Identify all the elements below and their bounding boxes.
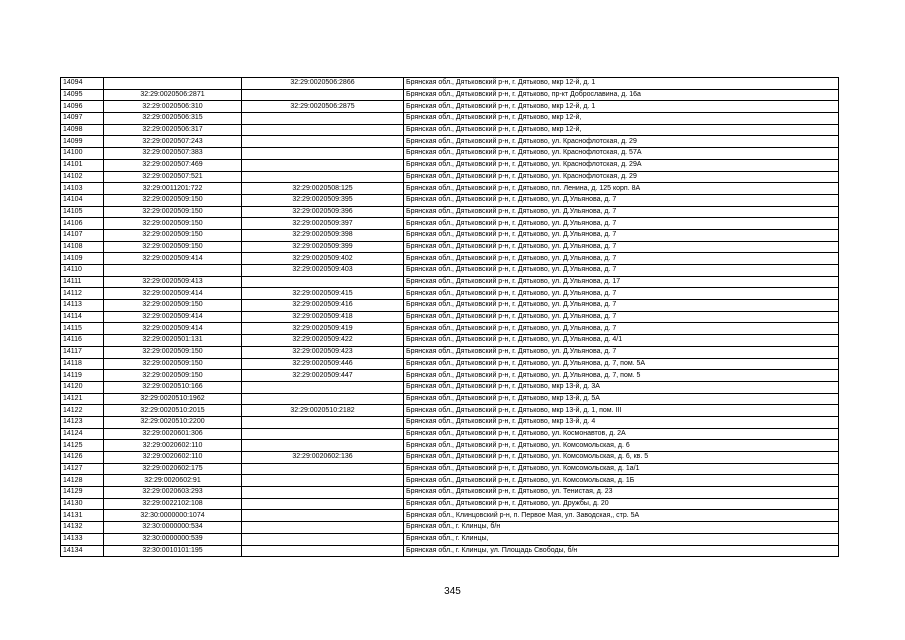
table-row [61,101,839,113]
cadastral-number-cell: 32:29:0020509:414 [104,311,242,323]
related-cadastral-number-cell: 32:29:0020509:396 [242,206,404,218]
cadastral-number-cell: 32:29:0020509:414 [104,253,242,265]
related-cadastral-number-cell [242,533,404,545]
row-number-cell: 14131 [61,510,104,522]
row-number-cell: 14110 [61,265,104,277]
address-cell: Брянская обл., Дятьковский р-н, г. Дятьково, мкр 13-й, д. 5А [404,393,839,405]
related-cadastral-number-cell: 32:29:0020509:447 [242,370,404,382]
related-cadastral-number-cell [242,136,404,148]
row-number-cell: 14121 [61,393,104,405]
related-cadastral-number-cell [242,148,404,160]
registry-table-body [61,78,839,557]
row-number-cell: 14125 [61,440,104,452]
table-row [61,276,839,288]
cadastral-number-cell: 32:29:0020509:150 [104,194,242,206]
address-cell: Брянская обл., Дятьковский р-н, г. Дятьково, мкр 13-й, д. 3А [404,381,839,393]
related-cadastral-number-cell: 32:29:0020509:446 [242,358,404,370]
address-cell: Брянская обл., Дятьковский р-н, г. Дятьково, ул. Д.Ульянова, д. 7 [404,206,839,218]
address-cell: Брянская обл., Дятьковский р-н, г. Дятьково, ул. Краснофлотская, д. 29А [404,159,839,171]
row-number-cell: 14114 [61,311,104,323]
address-cell: Брянская обл., Дятьковский р-н, г. Дятьково, ул. Д.Ульянова, д. 17 [404,276,839,288]
table-row [61,171,839,183]
related-cadastral-number-cell: 32:29:0020509:403 [242,265,404,277]
related-cadastral-number-cell [242,89,404,101]
table-row [61,533,839,545]
address-cell: Брянская обл., Дятьковский р-н, г. Дятьково, ул. Д.Ульянова, д. 7 [404,346,839,358]
row-number-cell: 14102 [61,171,104,183]
row-number-cell: 14111 [61,276,104,288]
row-number-cell: 14113 [61,300,104,312]
cadastral-number-cell: 32:29:0020509:150 [104,241,242,253]
address-cell: Брянская обл., Дятьковский р-н, г. Дятьково, ул. Комсомольская, д. 1а/1 [404,463,839,475]
address-cell: Брянская обл., Дятьковский р-н, г. Дятьково, ул. Д.Ульянова, д. 7 [404,300,839,312]
related-cadastral-number-cell: 32:29:0020509:402 [242,253,404,265]
table-row [61,124,839,136]
row-number-cell: 14097 [61,113,104,125]
related-cadastral-number-cell [242,381,404,393]
cadastral-number-cell: 32:29:0020509:150 [104,346,242,358]
address-cell: Брянская обл., Дятьковский р-н, г. Дятьково, ул. Д.Ульянова, д. 7 [404,265,839,277]
related-cadastral-number-cell [242,276,404,288]
table-row [61,463,839,475]
related-cadastral-number-cell [242,510,404,522]
address-cell: Брянская обл., Дятьковский р-н, г. Дятьково, ул. Тенистая, д. 23 [404,487,839,499]
address-cell: Брянская обл., Дятьковский р-н, г. Дятьково, мкр 12-й, д. 1 [404,78,839,90]
row-number-cell: 14104 [61,194,104,206]
related-cadastral-number-cell: 32:29:0020509:399 [242,241,404,253]
address-cell: Брянская обл., Дятьковский р-н, г. Дятьково, мкр 12-й, [404,113,839,125]
row-number-cell: 14108 [61,241,104,253]
row-number-cell: 14100 [61,148,104,160]
cadastral-number-cell: 32:30:0010101:195 [104,545,242,557]
cadastral-number-cell: 32:29:0020602:91 [104,475,242,487]
row-number-cell: 14128 [61,475,104,487]
table-row [61,440,839,452]
row-number-cell: 14127 [61,463,104,475]
address-cell: Брянская обл., Дятьковский р-н, г. Дятьково, ул. Д.Ульянова, д. 4/1 [404,335,839,347]
cadastral-number-cell: 32:29:0020601:306 [104,428,242,440]
table-row [61,428,839,440]
cadastral-number-cell: 32:30:0000000:534 [104,522,242,534]
cadastral-number-cell: 32:30:0000000:1074 [104,510,242,522]
related-cadastral-number-cell [242,475,404,487]
cadastral-number-cell: 32:29:0020506:315 [104,113,242,125]
address-cell: Брянская обл., Дятьковский р-н, г. Дятьково, ул. Космонавтов, д. 2А [404,428,839,440]
related-cadastral-number-cell [242,487,404,499]
address-cell: Брянская обл., Дятьковский р-н, г. Дятьково, ул. Д.Ульянова, д. 7 [404,194,839,206]
related-cadastral-number-cell: 32:29:0020509:419 [242,323,404,335]
address-cell: Брянская обл., г. Клинцы, б/н [404,522,839,534]
cadastral-number-cell: 32:29:0020507:469 [104,159,242,171]
related-cadastral-number-cell: 32:29:0020509:416 [242,300,404,312]
row-number-cell: 14098 [61,124,104,136]
row-number-cell: 14101 [61,159,104,171]
table-row [61,498,839,510]
table-row [61,113,839,125]
table-row [61,136,839,148]
cadastral-number-cell: 32:29:0020510:2015 [104,405,242,417]
row-number-cell: 14095 [61,89,104,101]
address-cell: Брянская обл., Дятьковский р-н, г. Дятьково, ул. Краснофлотская, д. 57А [404,148,839,160]
address-cell: Брянская обл., Дятьковский р-н, г. Дятьково, пл. Ленина, д. 125 корп. 8А [404,183,839,195]
related-cadastral-number-cell [242,463,404,475]
table-row [61,159,839,171]
table-row [61,510,839,522]
row-number-cell: 14116 [61,335,104,347]
related-cadastral-number-cell [242,498,404,510]
row-number-cell: 14119 [61,370,104,382]
cadastral-number-cell: 32:29:0020507:521 [104,171,242,183]
row-number-cell: 14094 [61,78,104,90]
table-row [61,194,839,206]
row-number-cell: 14115 [61,323,104,335]
table-row [61,370,839,382]
table-row [61,218,839,230]
cadastral-number-cell: 32:29:0020509:150 [104,300,242,312]
address-cell: Брянская обл., г. Клинцы, [404,533,839,545]
table-row [61,487,839,499]
related-cadastral-number-cell [242,416,404,428]
related-cadastral-number-cell: 32:29:0020506:2875 [242,101,404,113]
address-cell: Брянская обл., Дятьковский р-н, г. Дятьково, ул. Д.Ульянова, д. 7 [404,241,839,253]
row-number-cell: 14096 [61,101,104,113]
related-cadastral-number-cell [242,440,404,452]
address-cell: Брянская обл., Дятьковский р-н, г. Дятьково, ул. Д.Ульянова, д. 7 [404,229,839,241]
cadastral-number-cell: 32:29:0020509:150 [104,229,242,241]
cadastral-number-cell [104,265,242,277]
address-cell: Брянская обл., Дятьковский р-н, г. Дятьково, пр-кт Доброславина, д. 16а [404,89,839,101]
address-cell: Брянская обл., Дятьковский р-н, г. Дятьково, ул. Д.Ульянова, д. 7, пом. 5 [404,370,839,382]
related-cadastral-number-cell: 32:29:0020509:423 [242,346,404,358]
table-row [61,358,839,370]
related-cadastral-number-cell [242,522,404,534]
cadastral-number-cell: 32:29:0020510:1962 [104,393,242,405]
row-number-cell: 14129 [61,487,104,499]
related-cadastral-number-cell: 32:29:0020509:422 [242,335,404,347]
cadastral-number-cell: 32:29:0020510:166 [104,381,242,393]
row-number-cell: 14118 [61,358,104,370]
address-cell: Брянская обл., Дятьковский р-н, г. Дятьково, ул. Д.Ульянова, д. 7 [404,218,839,230]
row-number-cell: 14099 [61,136,104,148]
row-number-cell: 14134 [61,545,104,557]
related-cadastral-number-cell [242,545,404,557]
table-row [61,89,839,101]
cadastral-number-cell: 32:29:0020602:110 [104,452,242,464]
address-cell: Брянская обл., Дятьковский р-н, г. Дятьково, мкр 12-й, [404,124,839,136]
page-number: 345 [444,586,461,597]
cadastral-number-cell: 32:29:0020509:414 [104,288,242,300]
cadastral-number-cell: 32:29:0020506:310 [104,101,242,113]
related-cadastral-number-cell [242,393,404,405]
table-row [61,452,839,464]
table-row [61,311,839,323]
address-cell: Брянская обл., Дятьковский р-н, г. Дятьково, ул. Краснофлотская, д. 29 [404,171,839,183]
table-row [61,183,839,195]
row-number-cell: 14126 [61,452,104,464]
table-row [61,335,839,347]
table-row [61,253,839,265]
row-number-cell: 14122 [61,405,104,417]
cadastral-number-cell: 32:29:0020603:293 [104,487,242,499]
cadastral-number-cell: 32:29:0020602:175 [104,463,242,475]
related-cadastral-number-cell [242,124,404,136]
address-cell: Брянская обл., Дятьковский р-н, г. Дятьково, ул. Д.Ульянова, д. 7 [404,311,839,323]
address-cell: Брянская обл., Дятьковский р-н, г. Дятьково, ул. Краснофлотская, д. 29 [404,136,839,148]
cadastral-number-cell: 32:29:0020506:317 [104,124,242,136]
related-cadastral-number-cell: 32:29:0020509:415 [242,288,404,300]
address-cell: Брянская обл., Дятьковский р-н, г. Дятьково, мкр 12-й, д. 1 [404,101,839,113]
cadastral-number-cell: 32:29:0020602:110 [104,440,242,452]
address-cell: Брянская обл., Клинцовский р-н, п. Первое Мая, ул. Заводская,, стр. 5А [404,510,839,522]
row-number-cell: 14132 [61,522,104,534]
related-cadastral-number-cell [242,171,404,183]
row-number-cell: 14106 [61,218,104,230]
cadastral-number-cell: 32:30:0000000:539 [104,533,242,545]
table-row [61,288,839,300]
address-cell: Брянская обл., Дятьковский р-н, г. Дятьково, ул. Дружбы, д. 20 [404,498,839,510]
cadastral-number-cell: 32:29:0020509:413 [104,276,242,288]
table-row [61,346,839,358]
cadastral-number-cell: 32:29:0020506:2871 [104,89,242,101]
related-cadastral-number-cell: 32:29:0020510:2182 [242,405,404,417]
row-number-cell: 14124 [61,428,104,440]
related-cadastral-number-cell [242,113,404,125]
related-cadastral-number-cell: 32:29:0020509:398 [242,229,404,241]
table-row [61,78,839,90]
address-cell: Брянская обл., Дятьковский р-н, г. Дятьково, ул. Комсомольская, д. 6, кв. 5 [404,452,839,464]
table-row [61,475,839,487]
related-cadastral-number-cell [242,159,404,171]
related-cadastral-number-cell [242,428,404,440]
row-number-cell: 14120 [61,381,104,393]
row-number-cell: 14117 [61,346,104,358]
table-row [61,416,839,428]
row-number-cell: 14123 [61,416,104,428]
table-row [61,393,839,405]
cadastral-number-cell: 32:29:0020509:414 [104,323,242,335]
row-number-cell: 14107 [61,229,104,241]
table-row [61,323,839,335]
table-row [61,381,839,393]
table-row [61,405,839,417]
related-cadastral-number-cell: 32:29:0020509:418 [242,311,404,323]
related-cadastral-number-cell: 32:29:0020509:397 [242,218,404,230]
address-cell: Брянская обл., Дятьковский р-н, г. Дятьково, ул. Д.Ульянова, д. 7, пом. 5А [404,358,839,370]
row-number-cell: 14109 [61,253,104,265]
table-row [61,148,839,160]
cadastral-number-cell: 32:29:0022102:108 [104,498,242,510]
address-cell: Брянская обл., Дятьковский р-н, г. Дятьково, ул. Комсомольская, д. 6 [404,440,839,452]
table-row [61,206,839,218]
related-cadastral-number-cell: 32:29:0020506:2866 [242,78,404,90]
table-row [61,241,839,253]
row-number-cell: 14133 [61,533,104,545]
related-cadastral-number-cell: 32:29:0020602:136 [242,452,404,464]
cadastral-number-cell: 32:29:0020509:150 [104,358,242,370]
table-row [61,300,839,312]
cadastral-number-cell: 32:29:0020509:150 [104,206,242,218]
related-cadastral-number-cell: 32:29:0020508:125 [242,183,404,195]
cadastral-number-cell: 32:29:0020509:150 [104,370,242,382]
address-cell: Брянская обл., Дятьковский р-н, г. Дятьково, мкр 13-й, д. 4 [404,416,839,428]
address-cell: Брянская обл., Дятьковский р-н, г. Дятьково, ул. Д.Ульянова, д. 7 [404,288,839,300]
cadastral-number-cell: 32:29:0020507:243 [104,136,242,148]
table-row [61,265,839,277]
row-number-cell: 14103 [61,183,104,195]
address-cell: Брянская обл., Дятьковский р-н, г. Дятьково, ул. Д.Ульянова, д. 7 [404,323,839,335]
cadastral-number-cell: 32:29:0020509:150 [104,218,242,230]
table-row [61,522,839,534]
cadastral-number-cell: 32:29:0020510:2200 [104,416,242,428]
table-row [61,545,839,557]
address-cell: Брянская обл., г. Клинцы, ул. Площадь Свободы, б/н [404,545,839,557]
row-number-cell: 14112 [61,288,104,300]
cadastral-number-cell: 32:29:0020501:131 [104,335,242,347]
cadastral-number-cell: 32:29:0011201:722 [104,183,242,195]
row-number-cell: 14105 [61,206,104,218]
registry-table [60,77,839,557]
address-cell: Брянская обл., Дятьковский р-н, г. Дятьково, ул. Комсомольская, д. 1Б [404,475,839,487]
address-cell: Брянская обл., Дятьковский р-н, г. Дятьково, ул. Д.Ульянова, д. 7 [404,253,839,265]
cadastral-number-cell [104,78,242,90]
row-number-cell: 14130 [61,498,104,510]
cadastral-number-cell: 32:29:0020507:383 [104,148,242,160]
address-cell: Брянская обл., Дятьковский р-н, г. Дятьково, мкр 13-й, д. 1, пом. III [404,405,839,417]
related-cadastral-number-cell: 32:29:0020509:395 [242,194,404,206]
table-row [61,229,839,241]
